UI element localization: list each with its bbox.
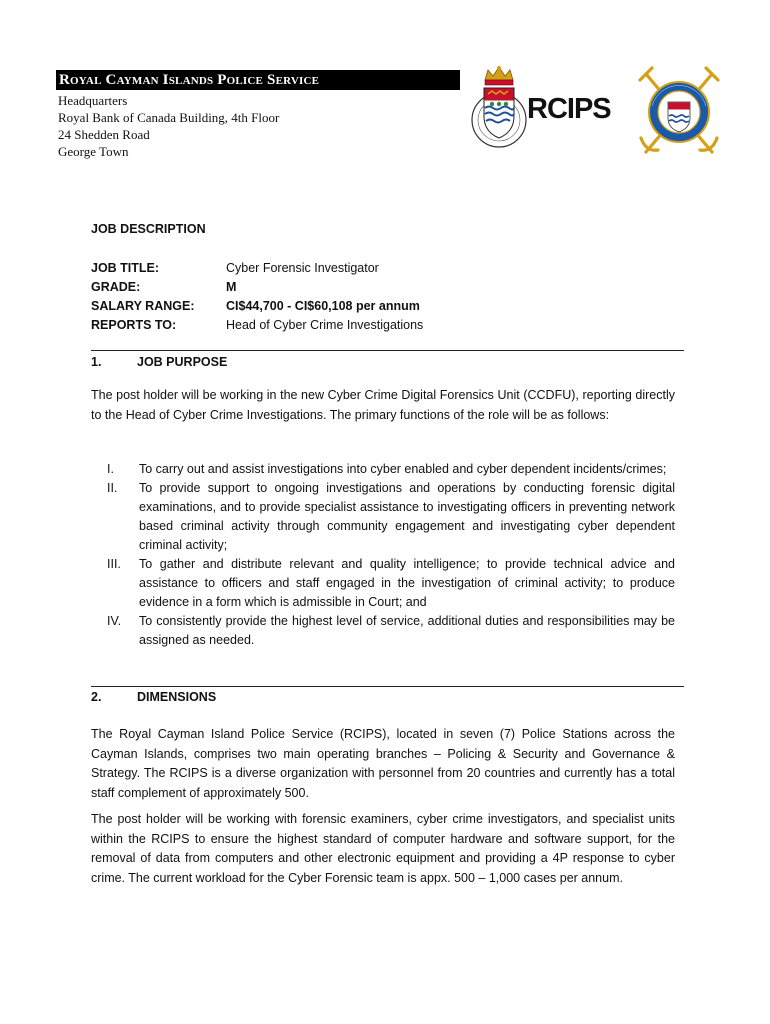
field-value: Head of Cyber Crime Investigations (226, 318, 424, 332)
field-label: REPORTS TO: (91, 318, 177, 332)
section-divider (91, 686, 684, 687)
job-description-title: JOB DESCRIPTION (91, 222, 206, 236)
list-number: I. (107, 462, 114, 476)
address-line: Headquarters (58, 93, 128, 108)
organization-name-bar: Royal Cayman Islands Police Service (56, 70, 460, 90)
address-line: Royal Bank of Canada Building, 4th Floor (58, 110, 280, 125)
section-divider (91, 350, 684, 351)
list-item (91, 460, 675, 479)
purpose-intro-paragraph: The post holder will be working in the new Cyber Crime Digital Forensics Unit (CCDFU), reporting directly to the Head of Cyber Crime Investigations. The primary functions of the role will be as follows: (91, 388, 675, 422)
job-fields (91, 259, 691, 335)
dimensions-paragraph: The post holder will be working with forensic examiners, cyber crime investigators, and specialist units within the RCIPS to ensure the highest standard of computer hardware and software support, for the removal of data from computers and other electronic equipment and providing a 4P response to cyber crime. The current workload for the Cyber Forensic team is appx. 500 – 1,000 cases per annum. (91, 812, 675, 885)
section-heading-job-purpose (91, 353, 491, 371)
section-heading-dimensions (91, 688, 491, 706)
section-title: DIMENSIONS (137, 690, 217, 704)
list-item-text: To gather and distribute relevant and quality intelligence; to provide technical advice and assistance to officers and staff engaged in the investigation of criminal activity; to produce evidence in a form which is admissible in Court; and (139, 557, 675, 609)
job-title-row (91, 259, 691, 278)
list-item (91, 612, 675, 650)
address-block (58, 92, 279, 160)
section-title: JOB PURPOSE (137, 355, 228, 369)
field-value: Cyber Forensic Investigator (226, 261, 379, 275)
coast-guard-emblem (638, 66, 720, 156)
field-label: GRADE: (91, 280, 141, 294)
rcips-logo-text: RCIPS (527, 93, 611, 125)
list-item (91, 555, 675, 612)
grade-row (91, 278, 691, 297)
dimensions-paragraph: The Royal Cayman Island Police Service (RCIPS), located in seven (7) Police Stations across the Cayman Islands, comprises two main operating branches – Policing & Security and Governance & Strategy. The RCIPS is a diverse organization with personnel from 20 countries and currently has a total staff complement of approximately 500. (91, 727, 675, 800)
purpose-functions-list (91, 460, 675, 650)
list-number: III. (107, 557, 121, 571)
field-label: SALARY RANGE: (91, 299, 195, 313)
list-number: II. (107, 481, 118, 495)
reports-to-row (91, 316, 691, 335)
address-line: George Town (58, 144, 129, 159)
list-item-text: To provide support to ongoing investigations and operations by conducting forensic digital examinations, and to provide specialist assistance to investigating officers in preventing network based criminal activity through community engagement and investigating cyber dependent criminal activity; (139, 481, 675, 552)
section-number: 1. (91, 355, 102, 369)
field-value: M (226, 280, 237, 294)
section-number: 2. (91, 690, 102, 704)
salary-range-row (91, 297, 691, 316)
list-item-text: To consistently provide the highest level of service, additional duties and responsibilities may be assigned as needed. (139, 614, 675, 647)
list-item (91, 479, 675, 555)
field-label: JOB TITLE: (91, 261, 160, 275)
address-line: 24 Shedden Road (58, 127, 150, 142)
list-number: IV. (107, 614, 122, 628)
field-value: CI$44,700 - CI$60,108 per annum (226, 299, 420, 313)
list-item-text: To carry out and assist investigations into cyber enabled and cyber dependent incidents/crimes; (139, 462, 667, 476)
